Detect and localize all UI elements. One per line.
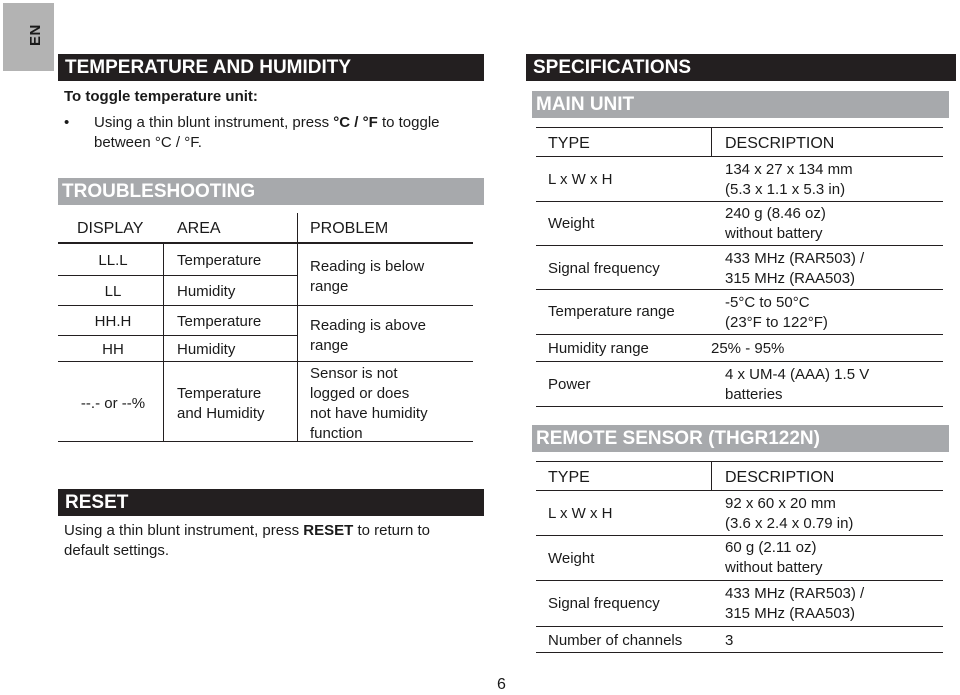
row-divider [536,201,943,202]
display-code: LL.L [98,252,128,269]
page-number: 6 [497,676,506,693]
table-top-border [536,461,943,462]
spec-type: Temperature range [548,303,675,320]
spec-description: 240 g (8.46 oz) [725,205,826,222]
table-divider [711,127,712,157]
spec-description: (23°F to 122°F) [725,314,828,331]
row-divider [58,305,473,306]
table-bottom-border [58,441,473,442]
problem-text: Reading is below [310,258,425,275]
spec-description: 433 MHz (RAR503) / [725,250,865,267]
area-label: Humidity [177,341,236,358]
reset-key-label: RESET [303,522,354,539]
spec-type: L x W x H [548,505,613,522]
main-unit-heading: MAIN UNIT [532,91,949,118]
display-code: HH [102,341,124,358]
troubleshooting-heading: TROUBLESHOOTING [58,178,484,205]
spec-description: without battery [725,225,823,242]
spec-type: Weight [548,215,595,232]
spec-description: 433 MHz (RAR503) / [725,585,865,602]
problem-text: range [310,337,349,354]
area-label: Humidity [177,283,236,300]
spec-description: without battery [725,559,823,576]
problem-text: logged or does [310,385,410,402]
row-divider [536,334,943,335]
row-divider [536,626,943,627]
spec-description: batteries [725,386,783,403]
row-divider [58,275,297,276]
spec-type: Weight [548,550,595,567]
spec-description: 4 x UM-4 (AAA) 1.5 V [725,366,870,383]
bullet-icon: • [64,114,70,131]
problem-text: not have humidity [310,405,428,422]
row-divider [536,490,943,491]
table-top-border [536,127,943,128]
spec-description: 134 x 27 x 134 mm [725,161,853,178]
row-divider [536,245,943,246]
reset-instruction [64,521,430,541]
col-header-display: DISPLAY [77,220,144,237]
row-divider [536,535,943,536]
problem-text: function [310,425,363,442]
spec-type: Power [548,376,591,393]
row-divider [536,361,943,362]
col-header-area: AREA [177,220,221,237]
problem-text: Reading is above [310,317,426,334]
area-label: Temperature [177,385,262,402]
table-bottom-border [536,406,943,407]
spec-type: Number of channels [548,632,683,649]
table-divider [163,243,164,442]
remote-sensor-heading: REMOTE SENSOR (THGR122N) [532,425,949,452]
temp-unit-instruction [94,113,440,133]
spec-description: (3.6 x 2.4 x 0.79 in) [725,515,854,532]
col-header-problem: PROBLEM [310,220,389,237]
spec-description: 315 MHz (RAA503) [725,270,856,287]
col-header-type: TYPE [548,135,590,152]
spec-description: 315 MHz (RAA503) [725,605,856,622]
spec-type: Signal frequency [548,595,660,612]
temp-unit-instruction-line2: between °C / °F. [94,134,202,151]
instruction-text: to return to [353,522,431,539]
area-label: Temperature [177,252,262,269]
spec-type: Humidity range [548,340,649,357]
spec-description: -5°C to 50°C [725,294,810,311]
display-code: --.- or --% [80,395,146,412]
display-code: LL [104,283,122,300]
area-label: Temperature [177,313,262,330]
spec-description: 60 g (2.11 oz) [725,539,817,556]
spec-description: 3 [725,632,734,649]
col-header-description: DESCRIPTION [725,135,835,152]
table-bottom-border [536,652,943,653]
spec-description: (5.3 x 1.1 x 5.3 in) [725,181,846,198]
row-divider [58,361,473,362]
spec-description: 92 x 60 x 20 mm [725,495,836,512]
problem-text: range [310,278,349,295]
specifications-heading: SPECIFICATIONS [526,54,956,81]
spec-type: Signal frequency [548,260,660,277]
row-divider [536,580,943,581]
instruction-text: Using a thin blunt instrument, press [94,114,334,131]
spec-type: L x W x H [548,171,613,188]
language-label: EN [27,24,44,46]
table-divider [58,242,473,244]
instruction-text: to toggle [377,114,440,131]
temp-humidity-heading: TEMPERATURE AND HUMIDITY [58,54,484,81]
language-tab [3,3,54,71]
temp-humidity-subtitle: To toggle temperature unit: [64,88,258,105]
area-label: and Humidity [177,405,265,422]
table-divider [297,213,298,442]
col-header-description: DESCRIPTION [725,469,835,486]
table-divider [711,461,712,491]
unit-key-label: °C / °F [333,114,378,131]
instruction-text: Using a thin blunt instrument, press [64,522,304,539]
display-code: HH.H [94,313,132,330]
problem-text: Sensor is not [310,365,398,382]
reset-heading: RESET [58,489,484,516]
reset-instruction-line2: default settings. [64,542,170,559]
col-header-type: TYPE [548,469,590,486]
spec-description: 25% - 95% [711,340,785,357]
row-divider [536,289,943,290]
row-divider [58,335,297,336]
row-divider [536,156,943,157]
